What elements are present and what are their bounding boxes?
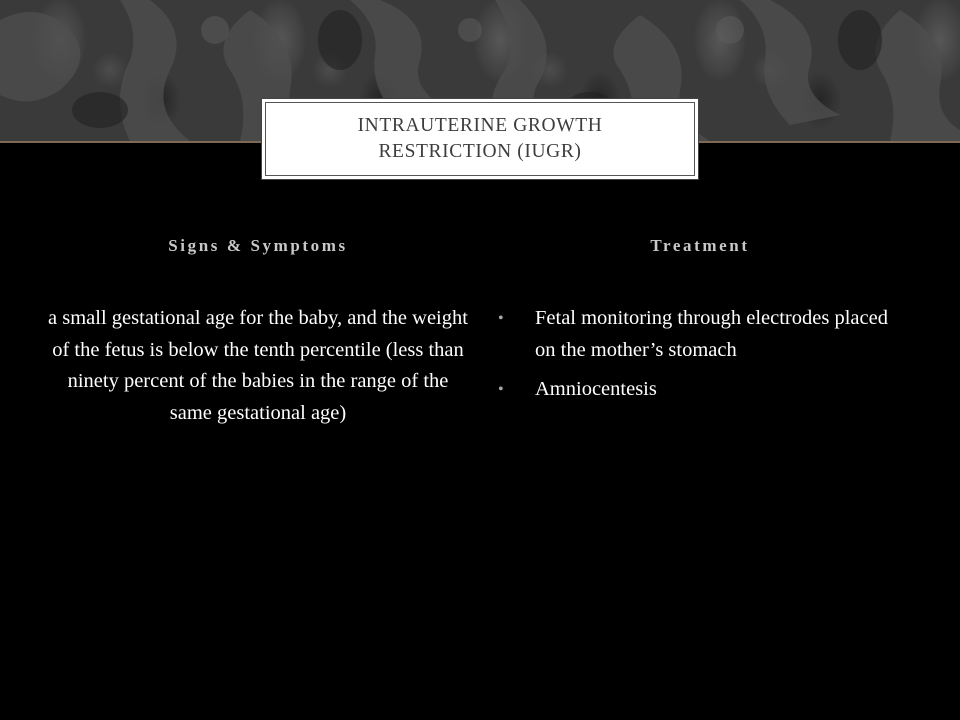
- signs-symptoms-heading: Signs & Symptoms: [168, 236, 348, 255]
- treatment-item-text: Fetal monitoring through electrodes placed on the mother’s stomach: [535, 307, 888, 361]
- treatment-list-item: [498, 303, 898, 366]
- title-box: [261, 98, 699, 180]
- treatment-heading: Treatment: [650, 236, 750, 255]
- treatment-list-item: [498, 374, 898, 406]
- title-box-inner-border: [265, 102, 695, 176]
- bullet-icon: •: [498, 310, 504, 327]
- treatment-list: [498, 303, 898, 414]
- slide-title: INTRAUTERINE GROWTH RESTRICTION (IUGR): [357, 115, 603, 162]
- signs-symptoms-text: a small gestational age for the baby, and the weight of the fetus is below the tenth percentile (less than ninety percent of the babies in the range of the same gestational age): [48, 307, 468, 424]
- treatment-item-text: Amniocentesis: [535, 378, 657, 400]
- bullet-icon: •: [498, 381, 504, 398]
